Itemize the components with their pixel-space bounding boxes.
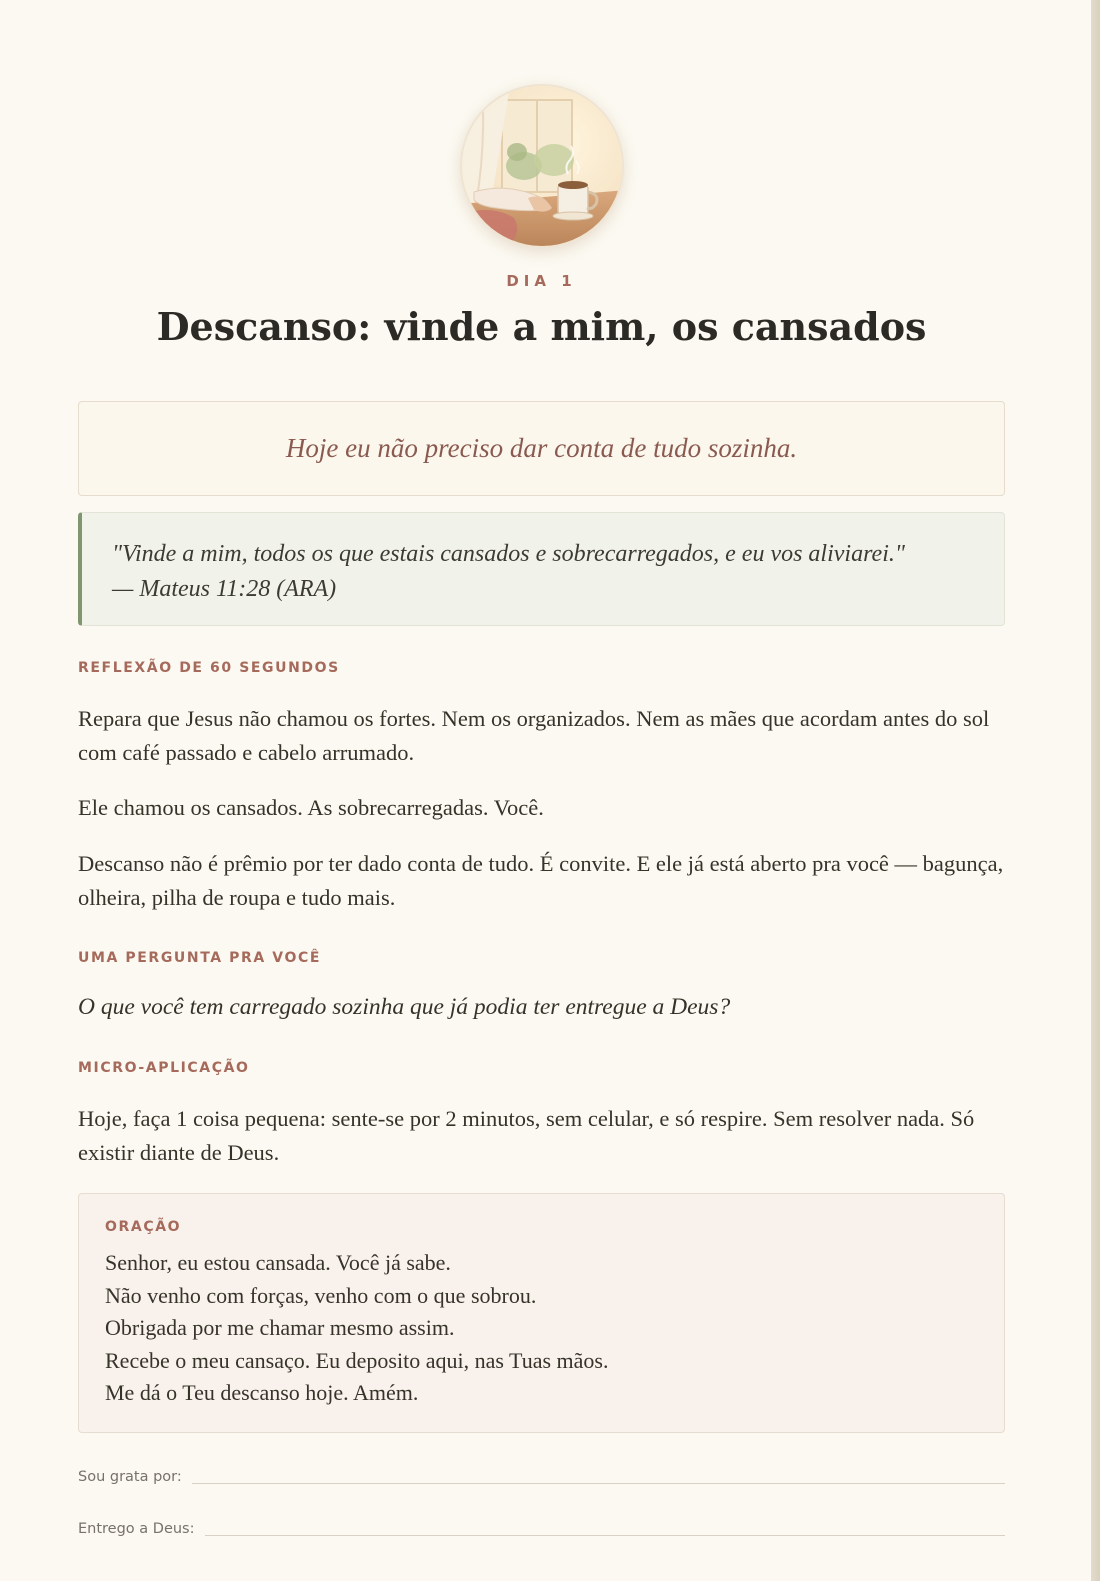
application-text: Hoje, faça 1 coisa pequena: sente-se por 2 minutos, sem celular, e só respire. Sem resolver nada. Só existir diante de Deus. xyxy=(78,1106,975,1165)
question-text: O que você tem carregado sozinha que já podia ter entregue a Deus? xyxy=(78,994,731,1020)
verse-text: "Vinde a mim, todos os que estais cansados e sobrecarregados, e eu vos aliviarei." xyxy=(112,541,905,567)
prayer-box xyxy=(78,1193,1005,1433)
prayer-line: Senhor, eu estou cansada. Você já sabe. xyxy=(105,1250,451,1275)
surrender-write-line[interactable] xyxy=(205,1535,1006,1536)
verse-quote xyxy=(78,512,1005,626)
prayer-line: Não venho com forças, venho com o que sobrou. xyxy=(105,1282,537,1308)
affirmation-box xyxy=(78,401,1005,496)
hero-illustration xyxy=(460,84,624,248)
surrender-field xyxy=(78,1514,1005,1538)
day-label: DIA 1 xyxy=(506,272,577,290)
question-label: UMA PERGUNTA PRA VOCÊ xyxy=(78,950,322,966)
reflection-paragraph: Repara que Jesus não chamou os fortes. Nem os organizados. Nem as mães que acordam antes do sol com café passado e cabelo arrumado. xyxy=(78,706,990,765)
verse-reference: — Mateus 11:28 (ARA) xyxy=(112,576,337,602)
prayer-label: ORAÇÃO xyxy=(105,1219,182,1235)
affirmation-text: Hoje eu não preciso dar conta de tudo sozinha. xyxy=(285,433,798,463)
reflection-paragraph: Descanso não é prêmio por ter dado conta de tudo. É convite. E ele já está aberto pra você — bagunça, olheira, pilha de roupa e tudo mais. xyxy=(78,851,1004,910)
application-label: MICRO-APLICAÇÃO xyxy=(78,1060,250,1076)
prayer-line: Me dá o Teu descanso hoje. Amém. xyxy=(105,1380,419,1405)
prayer-lines xyxy=(105,1247,608,1410)
reflection-label: REFLEXÃO DE 60 SEGUNDOS xyxy=(78,660,340,676)
prayer-line: Recebe o meu cansaço. Eu deposito aqui, nas Tuas mãos. xyxy=(105,1347,609,1373)
grateful-field xyxy=(78,1462,1005,1486)
page-title: Descanso: vinde a mim, os cansados xyxy=(156,304,927,349)
surrender-label: Entrego a Deus: xyxy=(78,1521,195,1537)
page-edge xyxy=(1091,0,1100,1581)
reflection-paragraph: Ele chamou os cansados. As sobrecarregadas. Você. xyxy=(78,795,544,820)
grateful-label: Sou grata por: xyxy=(78,1469,182,1485)
prayer-line: Obrigada por me chamar mesmo assim. xyxy=(105,1315,455,1340)
grateful-write-line[interactable] xyxy=(192,1483,1005,1484)
